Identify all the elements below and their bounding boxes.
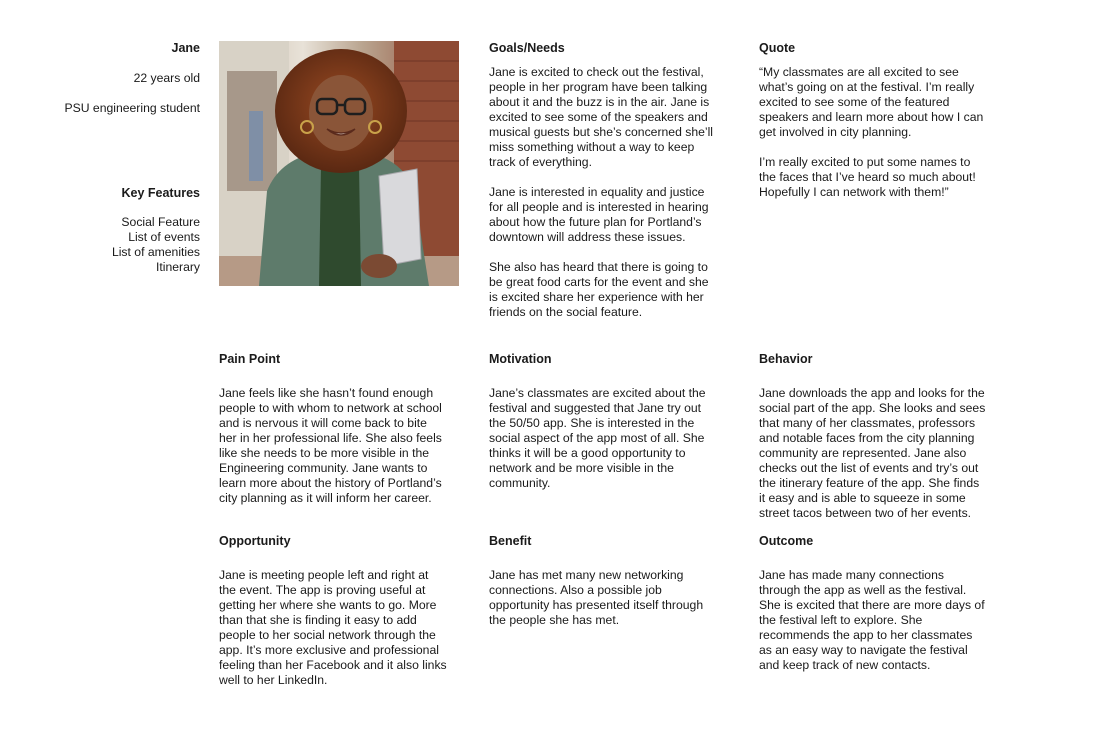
motivation-text: Jane’s classmates are excited about the festival and suggested that Jane try out the 50/50 app. She is interested in the social aspect of the app most of all. She thinks it will be a good opportunity to network and be more visible in the community.: [489, 386, 706, 490]
pain-point-text: Jane feels like she hasn’t found enough people to with whom to network at school and is nervous it will come back to bite her in her professional life. She also feels like she needs to be more visible in the Engineering community. Jane wants to learn more about the history of Portland’s city planning as it will inform her career.: [219, 386, 442, 505]
goals-paragraph: She also has heard that there is going to be great food carts for the event and she is excited share her experience with her friends on the social feature.: [489, 260, 709, 319]
persona-age: 22 years old: [133, 71, 200, 85]
opportunity-text: Jane is meeting people left and right at the event. The app is proving useful at getting her where she wants to go. More than that she is finding it easy to add people to her social network through the app. It’s more exclusive and professional feeling than her Facebook and it also links well to her LinkedIn.: [219, 568, 447, 687]
goals-body: [489, 65, 729, 320]
key-feature-item: Itinerary: [155, 260, 200, 274]
key-feature-item: List of amenities: [111, 245, 200, 259]
persona-photo-illustration: [219, 41, 459, 286]
key-features-list: [112, 215, 200, 275]
outcome-heading: Outcome: [759, 534, 814, 548]
key-features-heading: Key Features: [121, 186, 200, 200]
behavior-heading: Behavior: [759, 352, 813, 366]
benefit-heading: Benefit: [489, 534, 532, 548]
behavior-text: Jane downloads the app and looks for the social part of the app. She looks and sees that many of her classmates, professors and notable faces from the city planning community are represented. Jane also checks out the list of events and try’s out the itinerary feature of the app. She finds it easy and is able to squeeze in some street tacos between two of her events.: [759, 386, 986, 520]
quote-paragraph: I’m really excited to put some names to the faces that I’ve heard so much about! Hopefully I can network with them!”: [759, 155, 976, 199]
benefit-text: Jane has met many new networking connections. Also a possible job opportunity has presented itself through the people she has met.: [489, 568, 704, 627]
key-feature-item: Social Feature: [121, 215, 200, 229]
goals-paragraph: Jane is excited to check out the festival, people in her program have been talking about it and the buzz is in the air. Jane is excited to see some of the speakers and musical guests but she’s concerned she’ll miss something without a way to keep track of everything.: [489, 65, 714, 169]
motivation-heading: Motivation: [489, 352, 552, 366]
quote-paragraph: “My classmates are all excited to see what’s going on at the festival. I’m really excited to see some of the featured speakers and learn more about how I can get involved in city planning.: [759, 65, 984, 139]
persona-occupation: PSU engineering student: [64, 101, 200, 115]
goals-paragraph: Jane is interested in equality and justice for all people and is interested in hearing about how the future plan for Portland’s downtown will address these issues.: [489, 185, 709, 244]
quote-heading: Quote: [759, 41, 796, 55]
outcome-text: Jane has made many connections through the app as well as the festival. She is excited that there are more days of the festival left to explore. She recommends the app to her classmates as an easy way to navigate the festival and keep track of new contacts.: [759, 568, 985, 672]
persona-photo: [219, 41, 459, 286]
opportunity-heading: Opportunity: [219, 534, 291, 548]
quote-body: [759, 65, 1001, 200]
persona-name: Jane: [171, 41, 200, 55]
key-feature-item: List of events: [128, 230, 200, 244]
pain-point-heading: Pain Point: [219, 352, 281, 366]
goals-heading: Goals/Needs: [489, 41, 565, 55]
